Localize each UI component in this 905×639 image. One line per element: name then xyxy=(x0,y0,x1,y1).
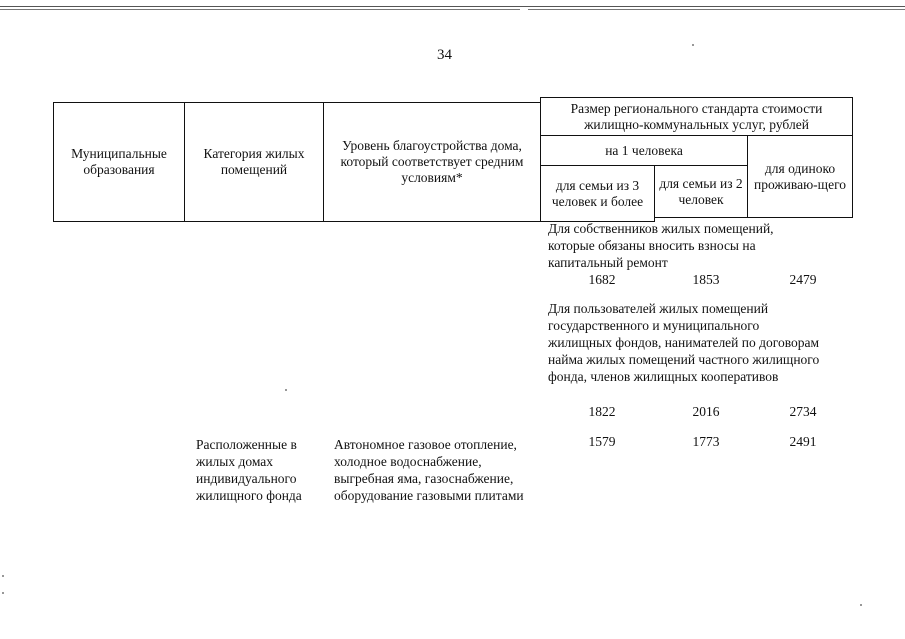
scan-speck xyxy=(860,604,862,606)
header-single-label: для одиноко проживаю-щего xyxy=(753,160,847,192)
section-owners-label: Для собственников жилых помещений, которые обязаны вносить взносы на капитальный ремонт xyxy=(548,221,774,270)
section-owners-value-single: 2479 xyxy=(789,272,817,287)
scan-speck xyxy=(285,389,287,391)
header-level-label: Уровень благоустройства дома, который соответствует средним условиям* xyxy=(340,138,524,185)
row-value-single: 2491 xyxy=(789,434,817,449)
scan-speck xyxy=(692,44,694,46)
header-family3 xyxy=(540,165,655,222)
scan-speck xyxy=(2,575,4,577)
top-rule-right xyxy=(528,9,905,10)
section-users-label: Для пользователей жилых помещений государственного и муниципального жилищных фондов, нанимателей по договорам найма жилых помещений частного жилищного фонда, членов жилищных кооперативов xyxy=(548,301,820,384)
header-size-title-label: Размер регионального стандарта стоимости жилищно-коммунальных услуг, рублей xyxy=(570,100,823,132)
header-single xyxy=(747,135,853,218)
header-family2-label: для семьи из 2 человек xyxy=(659,175,743,207)
section-owners-value-family3: 1682 xyxy=(588,272,616,287)
page-number: 34 xyxy=(437,47,452,63)
header-municipal xyxy=(53,102,185,222)
section-users-value-single: 2734 xyxy=(789,404,817,419)
scan-speck xyxy=(2,592,4,594)
section-users-value-family3: 1822 xyxy=(588,404,616,419)
header-category xyxy=(184,102,324,222)
top-rule-left xyxy=(0,9,520,10)
header-per-person xyxy=(540,135,748,166)
row-category: Расположенные в жилых домах индивидуального жилищного фонда xyxy=(196,437,302,503)
header-family2 xyxy=(654,165,748,218)
row-level: Автономное газовое отопление, холодное водоснабжение, выгребная яма, газоснабжение, оборудование газовыми плитами xyxy=(334,437,524,503)
section-users-value-family2: 2016 xyxy=(692,404,720,419)
header-category-label: Категория жилых помещений xyxy=(203,146,305,177)
header-per-person-label: на 1 человека xyxy=(605,142,683,158)
top-rule xyxy=(0,6,905,7)
section-owners-value-family2: 1853 xyxy=(692,272,720,287)
row-value-family2: 1773 xyxy=(692,434,720,449)
header-family3-label: для семьи из 3 человек и более xyxy=(551,177,644,209)
header-level xyxy=(323,102,541,222)
header-size-title xyxy=(540,97,853,136)
row-value-family3: 1579 xyxy=(588,434,616,449)
header-municipal-label: Муниципальные образования xyxy=(71,146,167,177)
